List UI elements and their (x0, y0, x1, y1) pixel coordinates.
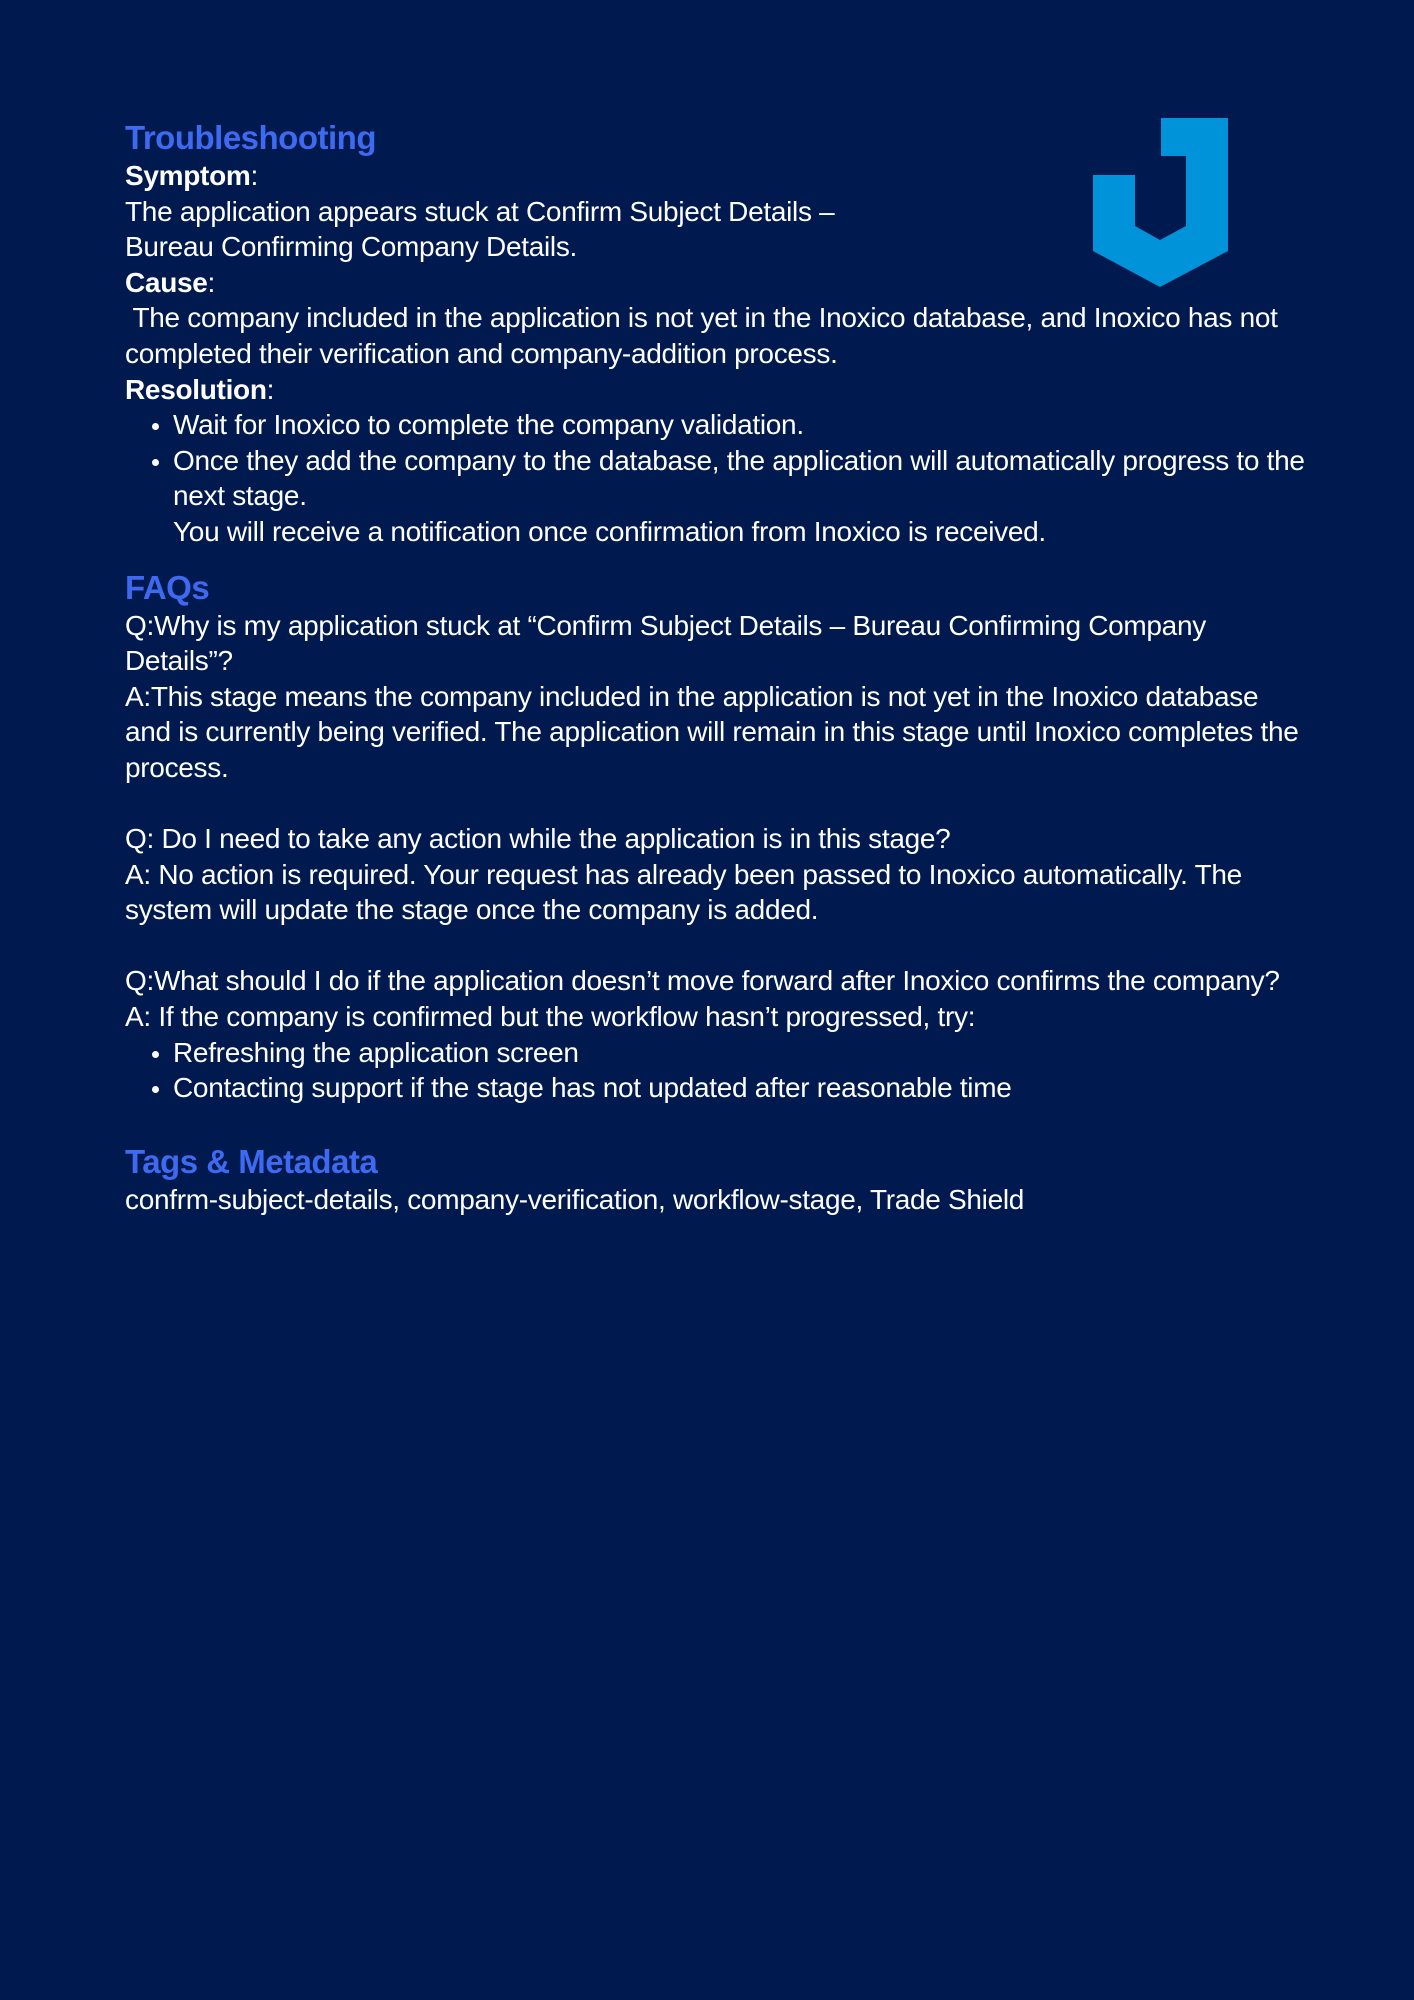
list-item: • Contacting support if the stage has not updated after reasonable time (173, 1070, 1305, 1106)
spacer (125, 928, 1305, 964)
tags-section (125, 1142, 1305, 1218)
faq-answer: A: If the company is confirmed but the workflow hasn’t progressed, try: (125, 1001, 976, 1033)
symptom-text: The application appears stuck at Confirm Subject Details – Bureau Confirming Company Details. (125, 195, 835, 263)
list-item: • Refreshing the application screen (173, 1035, 1305, 1071)
faq-question: Q:Why is my application stuck at “Confirm Subject Details – Bureau Confirming Company Details”? (125, 609, 1206, 677)
troubleshooting-heading: Troubleshooting (125, 119, 376, 156)
faq-question: Q:What should I do if the application doesn’t move forward after Inoxico confirms the company? (125, 965, 1280, 997)
list-item (173, 443, 1305, 550)
tags-text: confrm-subject-details, company-verification, workflow-stage, Trade Shield (125, 1183, 1025, 1215)
document-body (125, 118, 1305, 1217)
list-item-text: Once they add the company to the database, the application will automatically progress to the next stage. (173, 444, 1305, 512)
tags-heading: Tags & Metadata (125, 1142, 378, 1180)
faqs-section (125, 568, 1305, 1106)
symptom-label: Symptom (125, 160, 251, 191)
faq-answer: A: No action is required. Your request has already been passed to Inoxico automatically. The system will update the stage once the company is added. (125, 858, 1242, 926)
spacer (125, 786, 1305, 822)
faqs-heading: FAQs (125, 568, 210, 606)
cause-label-line: Cause: (125, 266, 216, 298)
cause-label: Cause (125, 266, 208, 298)
troubleshooting-section (125, 118, 1305, 550)
resolution-note: You will receive a notification once confirmation from Inoxico is received. (173, 515, 1046, 547)
list-item: • Wait for Inoxico to complete the company validation. (173, 407, 1305, 443)
cause-text: The company included in the application is not yet in the Inoxico database, and Inoxico has not completed their verification and company-addition process. (125, 302, 1286, 369)
symptom-label-line: Symptom: (125, 160, 258, 191)
faq-bullet-list (125, 1035, 1305, 1106)
faq-question: Q: Do I need to take any action while the application is in this stage? (125, 823, 951, 855)
resolution-label: Resolution (125, 373, 267, 405)
resolution-label-line: Resolution: (125, 373, 275, 405)
resolution-list (125, 407, 1305, 549)
faq-answer: A:This stage means the company included in the application is not yet in the Inoxico database and is currently being verified. The application will remain in this stage until Inoxico completes the process. (125, 680, 1299, 783)
